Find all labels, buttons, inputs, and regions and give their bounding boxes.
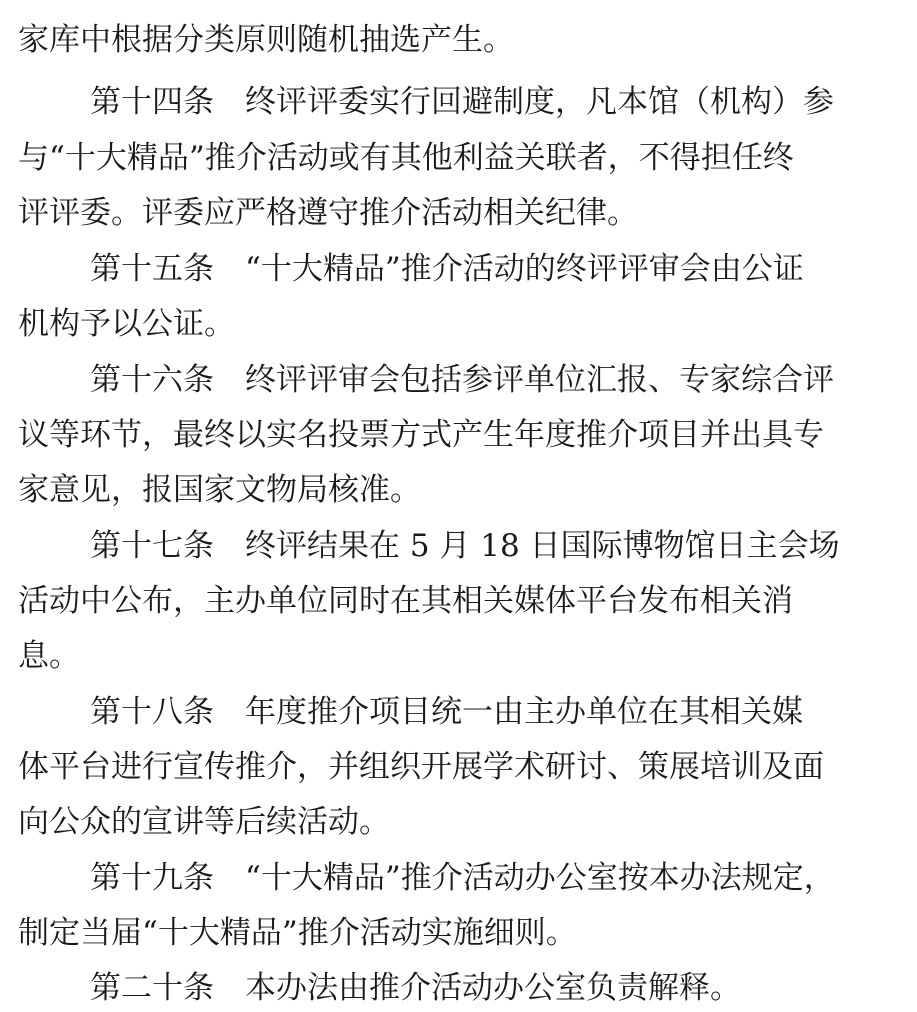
text-line: 议等环节，最终以实名投票方式产生年度推介项目并出具专 (18, 417, 824, 453)
text-line: 体平台进行宣传推介，并组织开展学术研讨、策展培训及面 (18, 749, 824, 785)
text-line: 向公众的宣讲等后续活动。 (18, 804, 390, 840)
text-line: 息。 (18, 638, 80, 674)
article-16-heading-line: 第十六条 终评评审会包括参评单位汇报、专家综合评 (90, 362, 834, 398)
text-line: 活动中公布，主办单位同时在其相关媒体平台发布相关消 (18, 583, 793, 619)
article-18-heading-line: 第十八条 年度推介项目统一由主办单位在其相关媒 (90, 694, 803, 730)
text-line: 评评委。评委应严格遵守推介活动相关纪律。 (18, 195, 638, 231)
text-line: 机构予以公证。 (18, 306, 235, 342)
text-line: 与“十大精品”推介活动或有其他利益关联者，不得担任终 (18, 140, 794, 176)
text-line: 家库中根据分类原则随机抽选产生。 (18, 22, 514, 58)
article-15-heading-line: 第十五条 “十大精品”推介活动的终评评审会由公证 (90, 251, 804, 287)
text-line: 家意见，报国家文物局核准。 (18, 472, 421, 508)
article-17-heading-line: 第十七条 终评结果在 5 月 18 日国际博物馆日主会场 (90, 528, 840, 564)
text-line: 制定当届“十大精品”推介活动实施细则。 (18, 915, 577, 951)
article-14-heading-line: 第十四条 终评评委实行回避制度，凡本馆（机构）参 (90, 84, 834, 120)
article-19-heading-line: 第十九条 “十大精品”推介活动办公室按本办法规定， (90, 860, 835, 896)
article-20-heading-line: 第二十条 本办法由推介活动办公室负责解释。 (90, 970, 741, 1006)
